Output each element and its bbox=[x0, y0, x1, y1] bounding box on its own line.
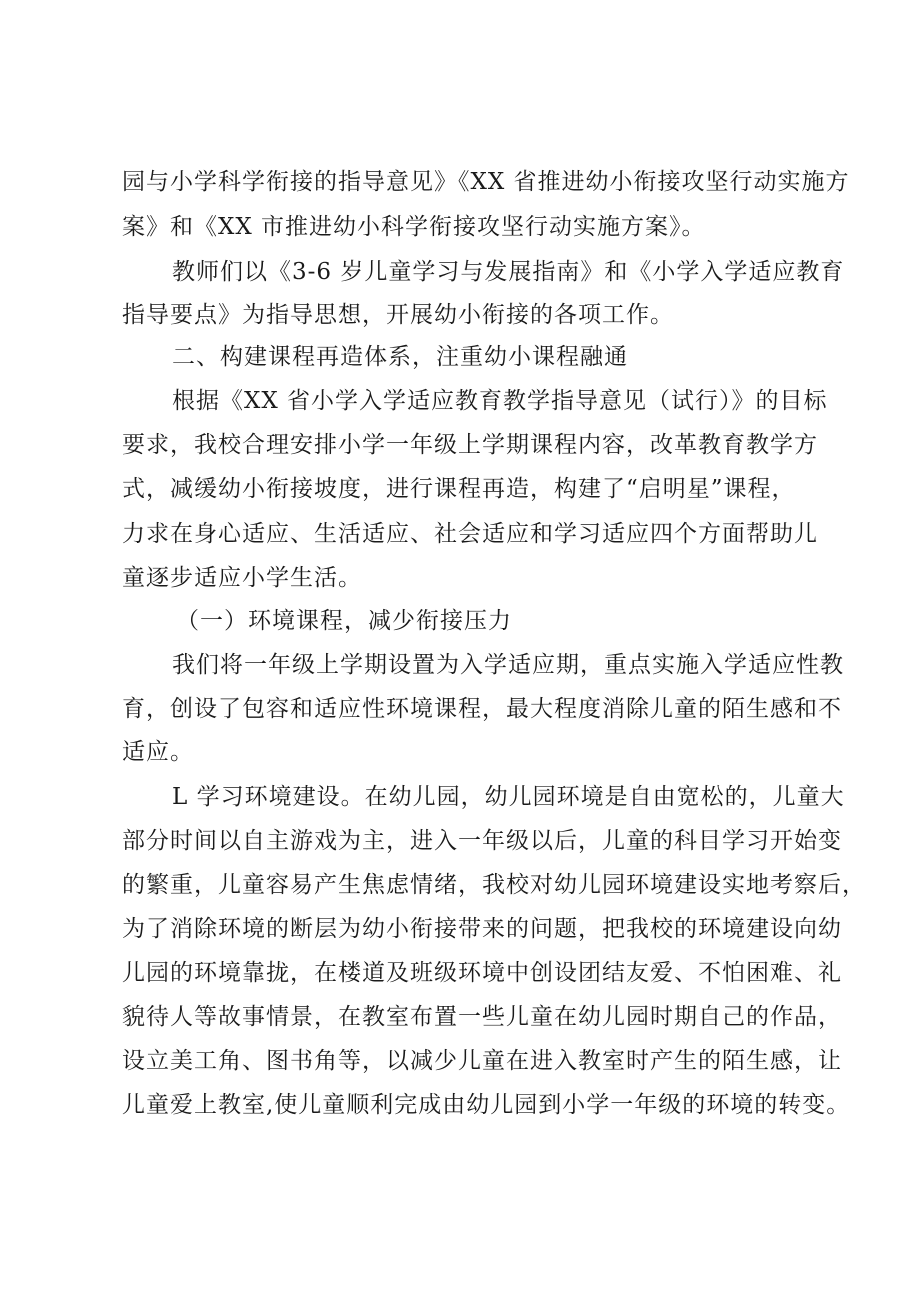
paragraph-start-line: L 学习环境建设。在幼儿园，幼儿园环境是自由宽松的，儿童大 bbox=[172, 784, 845, 810]
text-line: 育，创设了包容和适应性环境课程，最大程度消除儿童的陌生感和不 bbox=[122, 696, 842, 722]
text-line: 儿园的环境靠拢，在楼道及班级环境中创设团结友爱、不怕困难、礼 bbox=[122, 960, 842, 986]
paragraph-start-line: 教师们以《3-6 岁儿童学习与发展指南》和《小学入学适应教育 bbox=[172, 259, 845, 285]
text-line: 为了消除环境的断层为幼小衔接带来的问题，把我校的环境建设向幼 bbox=[122, 916, 842, 942]
text-line: 式，减缓幼小衔接坡度，进行课程再造，构建了“启明星”课程， bbox=[122, 476, 796, 502]
paragraph-start-line: 我们将一年级上学期设置为入学适应期，重点实施入学适应性教 bbox=[172, 652, 844, 678]
text-line: 园与小学科学衔接的指导意见》《XX 省推进幼小衔接攻坚行动实施方 bbox=[122, 169, 850, 195]
text-line: 童逐步适应小学生活。 bbox=[122, 565, 362, 591]
text-line: 要求，我校合理安排小学一年级上学期课程内容，改革教育教学方 bbox=[122, 432, 818, 458]
text-line: 设立美工角、图书角等，以减少儿童在进入教室时产生的陌生感，让 bbox=[122, 1048, 842, 1074]
text-line: 指导要点》为指导思想，开展幼小衔接的各项工作。 bbox=[122, 302, 674, 328]
text-line: 的繁重，儿童容易产生焦虑情绪，我校对幼儿园环境建设实地考察后， bbox=[122, 872, 866, 898]
paragraph-start-line: 根据《XX 省小学入学适应教育教学指导意见（试行）》的目标 bbox=[172, 388, 828, 414]
text-line: 儿童爱上教室,使儿童顺利完成由幼儿园到小学一年级的环境的转变。 bbox=[122, 1092, 851, 1118]
subsection-heading: （一）环境课程，减少衔接压力 bbox=[176, 608, 512, 634]
text-line: 案》和《XX 市推进幼小科学衔接攻坚行动实施方案》。 bbox=[122, 214, 706, 240]
text-line: 适应。 bbox=[122, 739, 194, 765]
text-line: 力求在身心适应、生活适应、社会适应和学习适应四个方面帮助儿 bbox=[122, 521, 818, 547]
section-heading: 二、构建课程再造体系，注重幼小课程融通 bbox=[172, 344, 628, 370]
text-line: 貌待人等故事情景，在教室布置一些儿童在幼儿园时期自己的作品， bbox=[122, 1004, 842, 1030]
text-line: 部分时间以自主游戏为主，进入一年级以后，儿童的科目学习开始变 bbox=[122, 828, 842, 854]
